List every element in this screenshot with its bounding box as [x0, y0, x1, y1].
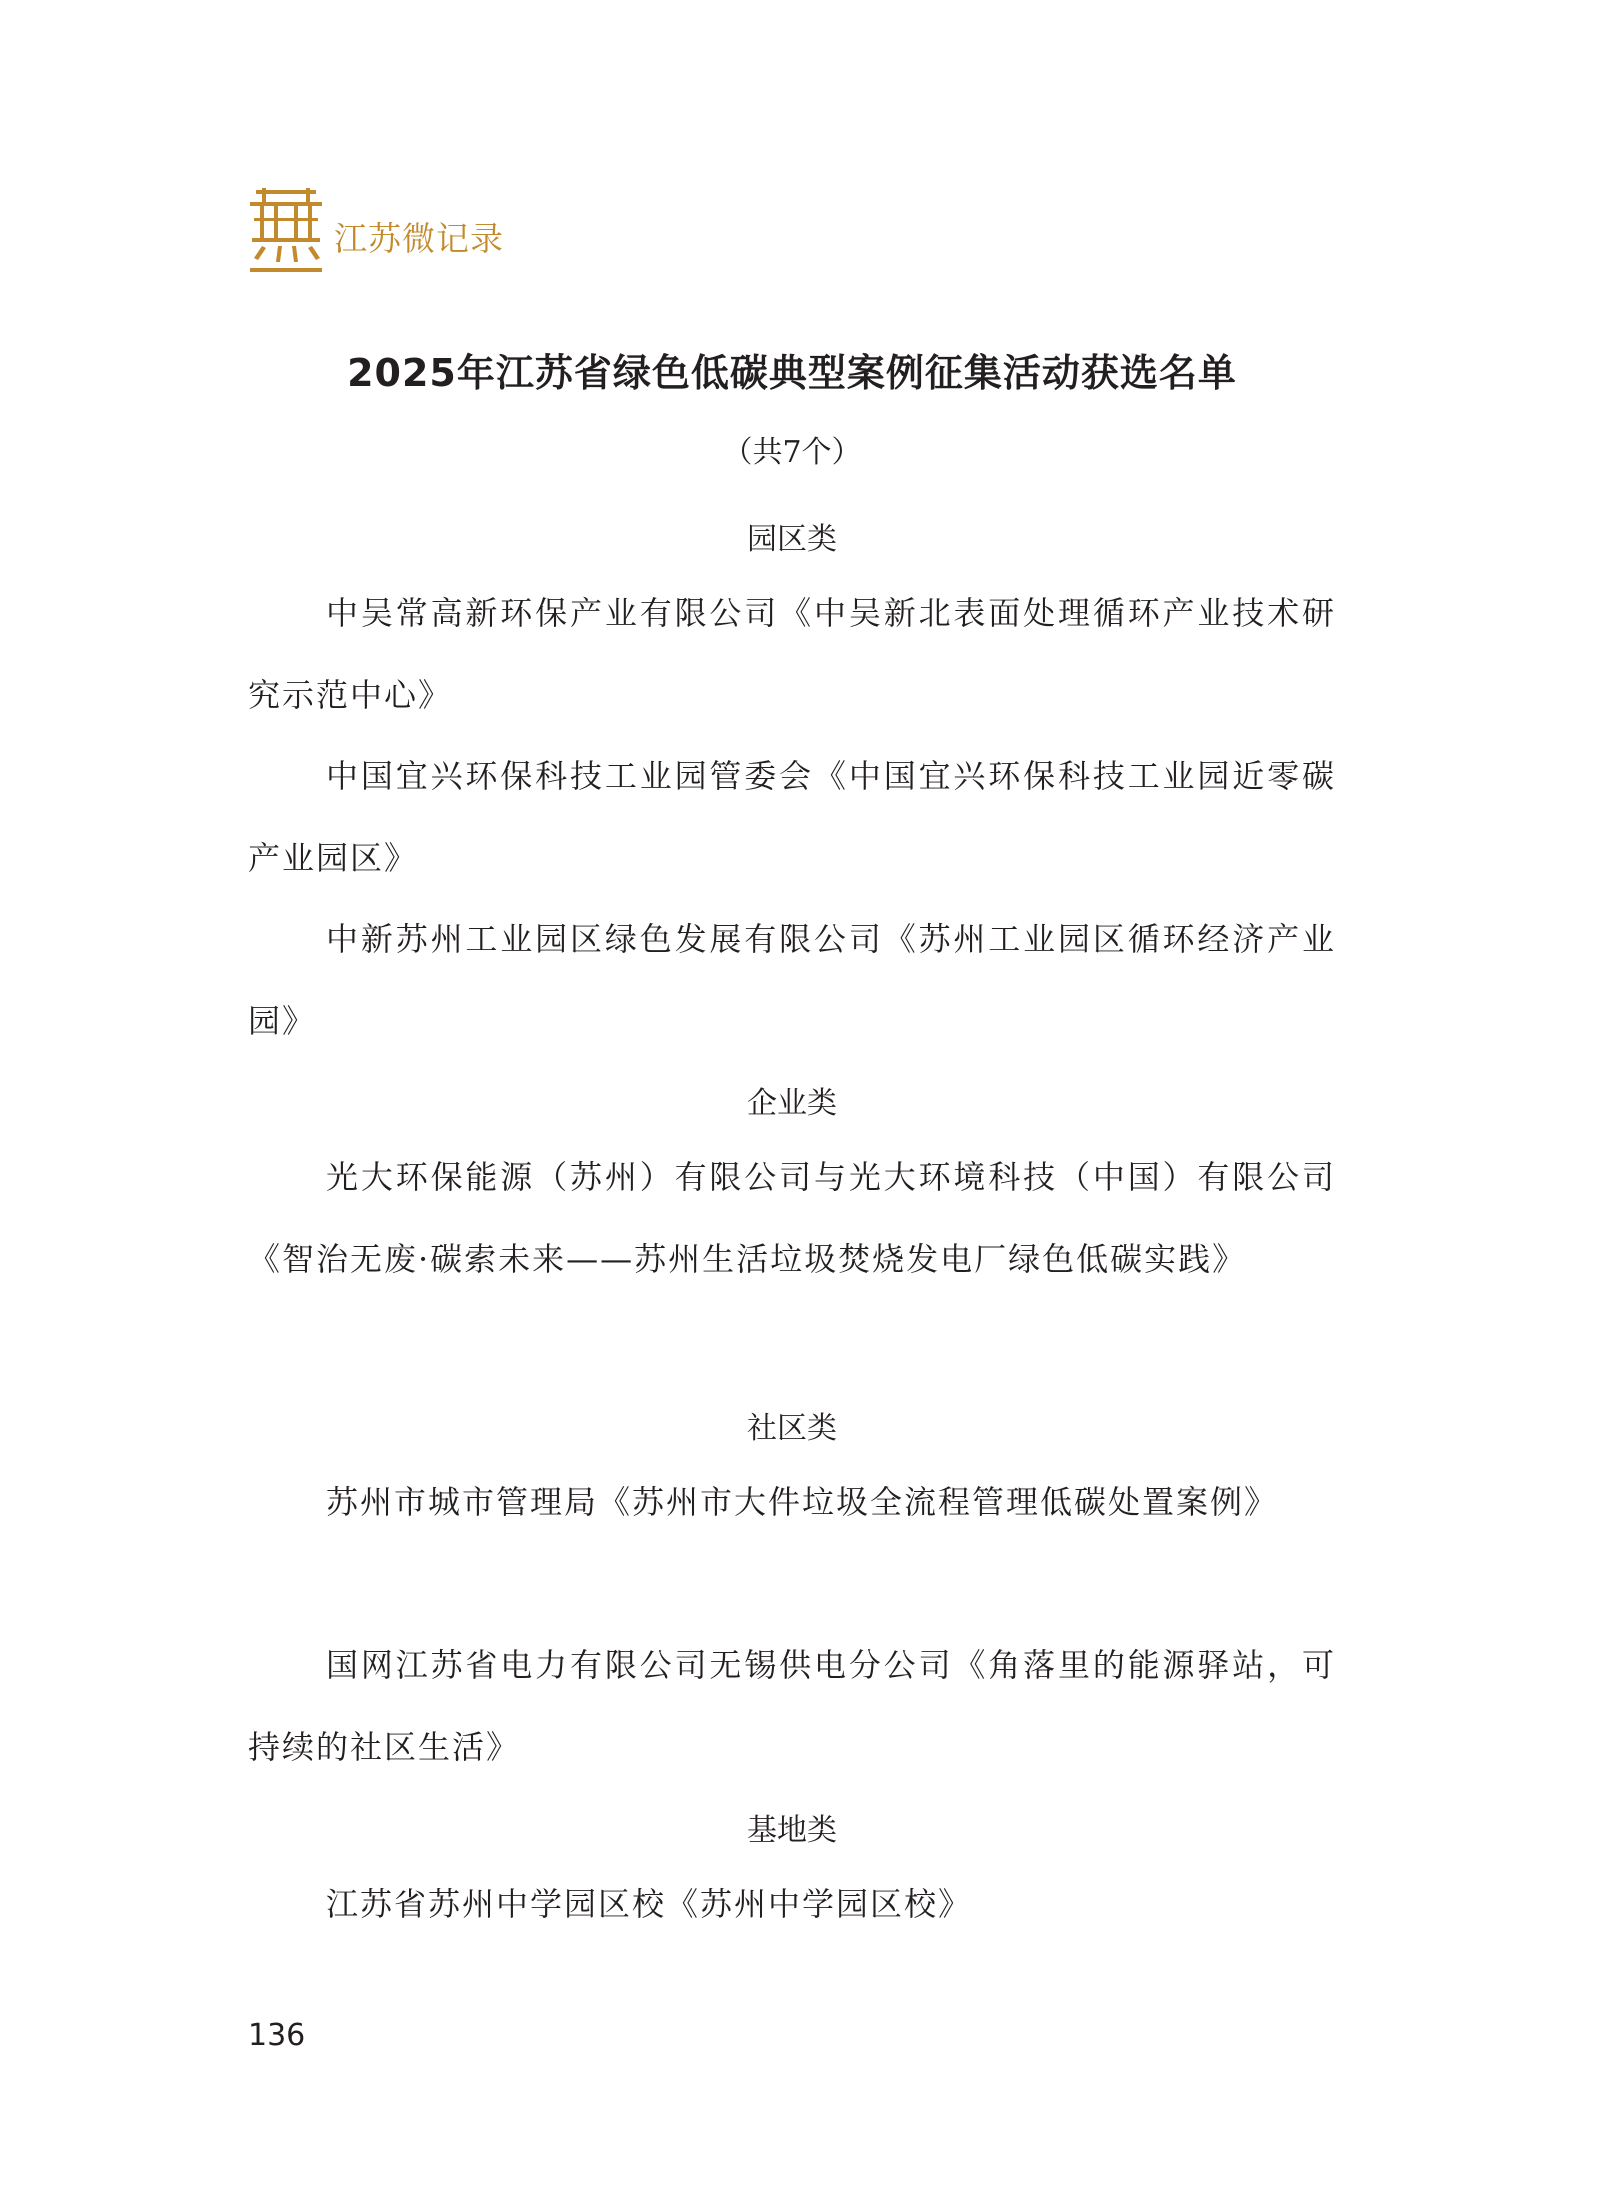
item-count: （共7个）: [722, 435, 862, 470]
list-entry: 苏州市城市管理局《苏州市大件垃圾全流程管理低碳处置案例》: [326, 1483, 1279, 1521]
page-header: [248, 188, 504, 274]
list-entry: 江苏省苏州中学园区校《苏州中学园区校》: [326, 1885, 973, 1923]
jiangsu-seal-logo-icon: [248, 188, 324, 274]
page-number: 136: [248, 2018, 306, 2053]
section-heading-community: 社区类: [747, 1411, 837, 1446]
section-heading-base: 基地类: [747, 1813, 837, 1848]
section-heading-park: 园区类: [747, 522, 837, 557]
list-entry: 中新苏州工业园区绿色发展有限公司《苏州工业园区循环经济产业园》: [248, 920, 1336, 1040]
brand-name: 江苏微记录: [334, 218, 504, 258]
list-entry: 光大环保能源（苏州）有限公司与光大环境科技（中国）有限公司《智治无废·碳索未来——苏州生活垃圾焚烧发电厂绿色低碳实践》: [248, 1158, 1336, 1278]
section-heading-enterprise: 企业类: [747, 1086, 837, 1121]
list-entry: 中国宜兴环保科技工业园管委会《中国宜兴环保科技工业园近零碳产业园区》: [248, 757, 1336, 877]
list-entry: 中吴常高新环保产业有限公司《中吴新北表面处理循环产业技术研究示范中心》: [248, 594, 1336, 714]
page-title: 2025年江苏省绿色低碳典型案例征集活动获选名单: [347, 351, 1237, 395]
list-entry: 国网江苏省电力有限公司无锡供电分公司《角落里的能源驿站，可持续的社区生活》: [248, 1646, 1336, 1766]
